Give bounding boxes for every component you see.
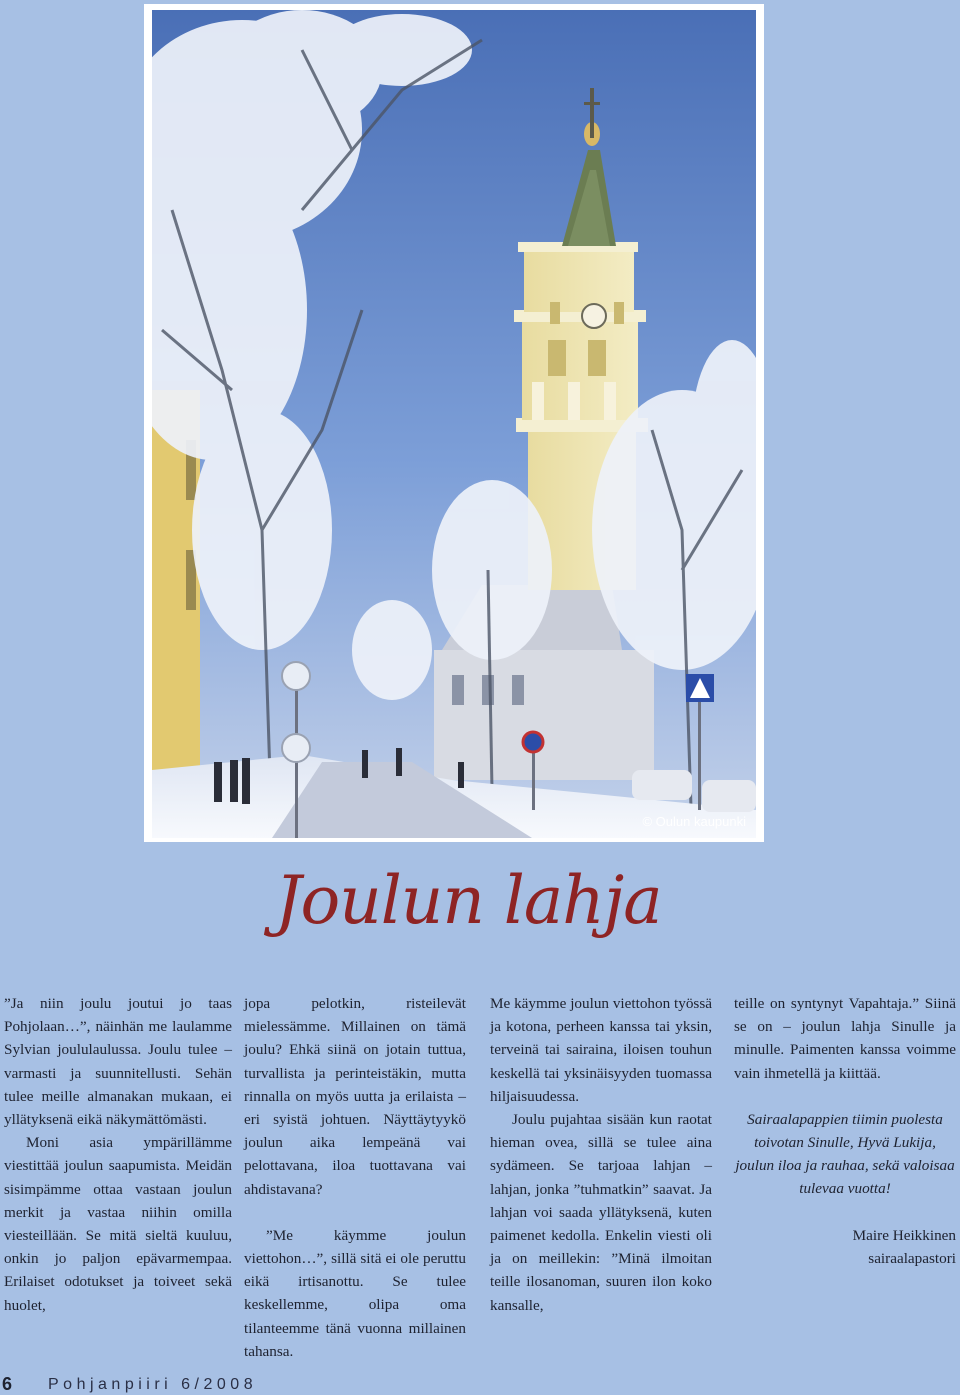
- page-footer: [0, 1374, 960, 1395]
- closing-wish: Sairaalapappien tiimin puolesta toivotan Sinulle, Hyvä Lukija, joulun iloa ja rauhaa, sekä valoisaa tulevaa vuotta!: [735, 1110, 955, 1198]
- paragraph: Moni asia ympärillämme viestittää joulun saapumista. Meidän sisimpämme ottaa vastaan joulun merkit ja vastaa niihin omilla viesteillään. Se mitä sieltä kuuluu, onkin jo paljon epävarmempaa. Erilaiset odotukset ja toiveet sekä huolet,: [4, 1134, 232, 1314]
- paragraph: ”Ja niin joulu joutui jo taas Pohjolaan…”, näinhän me laulamme Sylvian joululaulussa. Joulu tulee – varmasti ja suunnitellusti. Sehän tulee meille almanakan mukaan, ei yllätyksenä eikä näkymättömästi.: [4, 995, 232, 1129]
- paragraph: jopa pelotkin, risteilevät mielessämme. Millainen on tämä joulu? Ehkä siinä on jotain tuttua, turvallista ja perinteistäkin, mutta rinnalla on myös uutta ja erilaista – eri syistä johtuen. Näyttäytyykö joulun aika lempeänä vai pelottavana, iloa tuottavana vai ahdistavana?: [244, 995, 466, 1198]
- paragraph: teille on syntynyt Vapahtaja.” Siinä se on – joulun lahja Sinulle ja minulle. Paimenten kanssa voimme vain ihmetellä ja kiittää.: [734, 995, 956, 1082]
- article-column-3: [490, 992, 712, 1317]
- article-column-2: [244, 992, 466, 1363]
- church-body: [434, 650, 654, 780]
- paragraph: Joulu pujahtaa sisään kun raotat hieman ovea, sillä se tulee aina sydämeen. Se tarjoaa lahjan – lahjan, jonka ”tuhmatkin” saavat. Ja lahjan voi saada yllätyksenä, kuten paimenet kedolla. Enkelin viesti oli ja on meillekin: ”Minä ilmoitan teille ilosanoman, suuren ilon koko kansalle,: [490, 1111, 712, 1314]
- paragraph: ”Me käymme joulun viettohon…”, sillä sitä ei ole peruttu eikä irtisanottu. Se tulee keskellemme, olipa oma tilanteemme tänä vuonna millainen tahansa.: [244, 1226, 466, 1360]
- paragraph: Me käymme joulun viettohon työssä ja kotona, perheen kanssa tai yksin, terveinä tai sairaina, iloisen touhun keskellä tai yksinäisyyden tuomassa hiljaisuudessa.: [490, 995, 712, 1105]
- photo-credit: © Oulun kaupunki: [642, 814, 746, 829]
- article-column-1: [4, 992, 232, 1317]
- article-title: Joulun lahja: [275, 862, 662, 939]
- magazine-issue: Pohjanpiiri 6/2008: [48, 1376, 258, 1393]
- church-photo: [152, 10, 756, 838]
- author-title: sairaalapastori: [868, 1249, 956, 1267]
- author-name: Maire Heikkinen: [852, 1226, 956, 1244]
- page-number: 6: [2, 1374, 13, 1394]
- article-column-4: [734, 992, 956, 1270]
- photo-frame: [144, 4, 764, 842]
